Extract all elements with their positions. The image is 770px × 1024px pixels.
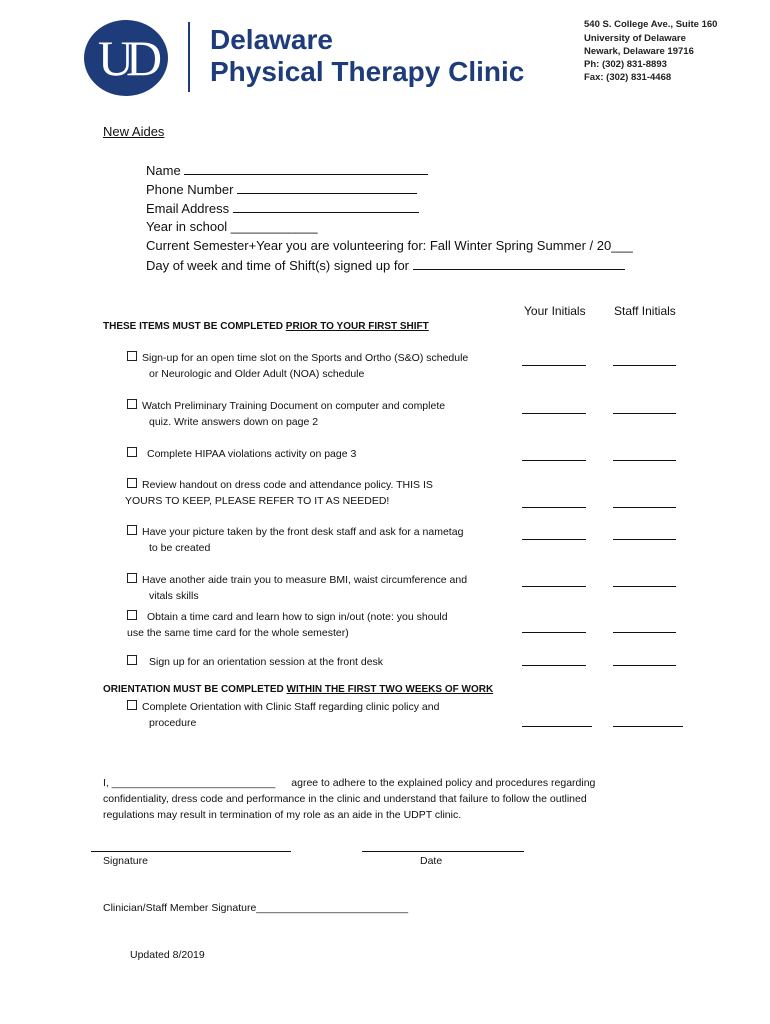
shift-line[interactable]	[413, 257, 625, 270]
checkbox-icon[interactable]	[127, 655, 137, 665]
item-text: or Neurologic and Older Adult (NOA) schedule	[149, 368, 365, 380]
agreement-name-blank[interactable]: I, ____________________________	[103, 777, 276, 789]
item-text: Complete HIPAA violations activity on page 3	[147, 448, 357, 460]
staff-initials-line[interactable]	[613, 632, 676, 633]
email-field[interactable]	[146, 200, 419, 216]
email-line[interactable]	[233, 200, 419, 213]
item-text: Sign-up for an open time slot on the Sports and Ortho (S&O) schedule	[142, 352, 469, 364]
checkbox-icon[interactable]	[127, 573, 137, 583]
ud-logo-letters: UD	[97, 30, 155, 86]
your-initials-line[interactable]	[522, 726, 592, 727]
email-label: Email Address	[146, 201, 230, 216]
item-text: Have your picture taken by the front desk staff and ask for a nametag	[142, 526, 464, 538]
your-initials-line[interactable]	[522, 507, 586, 508]
staff-initials-header: Staff Initials	[614, 304, 676, 318]
item-text: Have another aide train you to measure BMI, waist circumference and	[142, 574, 468, 586]
checkbox-icon[interactable]	[127, 525, 137, 535]
checklist-item	[127, 609, 448, 625]
ud-logo	[84, 20, 168, 96]
item-text: to be created	[149, 542, 211, 554]
item-text: Sign up for an orientation session at the front desk	[149, 656, 384, 668]
staff-initials-line[interactable]	[613, 507, 676, 508]
date-line[interactable]	[362, 851, 524, 852]
item-text: quiz. Write answers down on page 2	[149, 416, 319, 428]
clinic-name-line2: Physical Therapy Clinic	[210, 56, 525, 87]
your-initials-line[interactable]	[522, 586, 586, 587]
checkbox-icon[interactable]	[127, 478, 137, 488]
item-text: Review handout on dress code and attendance policy. THIS IS	[142, 479, 433, 491]
staff-initials-line[interactable]	[613, 413, 676, 414]
checkbox-icon[interactable]	[127, 399, 137, 409]
checklist-item	[127, 350, 468, 382]
agreement-line2: confidentiality, dress code and performance in the clinic and understand that failure to follow the outlined	[103, 793, 587, 805]
checklist-item-continued: YOURS TO KEEP, PLEASE REFER TO IT AS NEEDED!	[125, 495, 390, 507]
address-line: University of Delaware	[584, 33, 686, 44]
semester-field[interactable]: Current Semester+Year you are volunteering for: Fall Winter Spring Summer / 20___	[146, 238, 633, 253]
checklist-item	[127, 524, 463, 556]
name-field[interactable]	[146, 162, 428, 178]
your-initials-line[interactable]	[522, 460, 586, 461]
checklist-item	[127, 477, 433, 493]
section-orientation	[103, 684, 493, 695]
staff-initials-line[interactable]	[613, 586, 676, 587]
item-text: Watch Preliminary Training Document on computer and complete	[142, 400, 446, 412]
checklist-item	[127, 699, 439, 731]
fax-line: Fax: (302) 831-4468	[584, 72, 672, 83]
your-initials-line[interactable]	[522, 413, 586, 414]
address-line: Newark, Delaware 19716	[584, 46, 694, 57]
signature-label: Signature	[103, 855, 148, 867]
checklist-item	[127, 654, 383, 670]
logo-divider	[188, 22, 190, 92]
agreement-line3: regulations may result in termination of my role as an aide in the UDPT clinic.	[103, 809, 462, 821]
item-text: Obtain a time card and learn how to sign in/out (note: you should	[147, 611, 448, 623]
item-text: vitals skills	[149, 590, 199, 602]
your-initials-line[interactable]	[522, 665, 586, 666]
phone-field[interactable]	[146, 181, 417, 197]
phone-label: Phone Number	[146, 182, 234, 197]
agreement-line1	[103, 777, 595, 789]
clinician-signature-field[interactable]: Clinician/Staff Member Signature__________________________	[103, 902, 409, 914]
staff-initials-line[interactable]	[613, 726, 683, 727]
checklist-item-continued: use the same time card for the whole semester)	[127, 627, 349, 639]
updated-date: Updated 8/2019	[130, 949, 205, 961]
phone-line[interactable]	[237, 181, 417, 194]
staff-initials-line[interactable]	[613, 365, 676, 366]
phone-line: Ph: (302) 831-8893	[584, 59, 667, 70]
name-label: Name	[146, 163, 181, 178]
year-field[interactable]: Year in school ____________	[146, 219, 318, 234]
checkbox-icon[interactable]	[127, 447, 137, 457]
section-emphasis: PRIOR TO YOUR FIRST SHIFT	[285, 321, 429, 332]
checkbox-icon[interactable]	[127, 700, 137, 710]
staff-initials-line[interactable]	[613, 460, 676, 461]
your-initials-line[interactable]	[522, 539, 586, 540]
agreement-text: agree to adhere to the explained policy and procedures regarding	[291, 777, 596, 789]
name-line[interactable]	[184, 162, 428, 175]
checkbox-icon[interactable]	[127, 351, 137, 361]
checklist-item	[127, 446, 356, 462]
form-title: New Aides	[103, 124, 165, 139]
checklist-item	[127, 398, 445, 430]
shift-label: Day of week and time of Shift(s) signed up for	[146, 258, 410, 273]
checkbox-icon[interactable]	[127, 610, 137, 620]
your-initials-line[interactable]	[522, 632, 586, 633]
checklist-item	[127, 572, 467, 604]
section-prefix: THESE ITEMS MUST BE COMPLETED	[103, 321, 286, 332]
your-initials-header: Your Initials	[524, 304, 586, 318]
section-emphasis: WITHIN THE FIRST TWO WEEKS OF WORK	[286, 684, 494, 695]
shift-field[interactable]	[146, 257, 625, 273]
staff-initials-line[interactable]	[613, 665, 676, 666]
signature-line[interactable]	[91, 851, 291, 852]
staff-initials-line[interactable]	[613, 539, 676, 540]
address-line: 540 S. College Ave., Suite 160	[584, 19, 718, 30]
your-initials-line[interactable]	[522, 365, 586, 366]
date-label: Date	[420, 855, 443, 867]
item-text: procedure	[149, 717, 197, 729]
clinic-name-line1: Delaware	[210, 24, 333, 55]
section-prior-first-shift	[103, 321, 429, 332]
section-prefix: ORIENTATION MUST BE COMPLETED	[103, 684, 287, 695]
item-text: Complete Orientation with Clinic Staff regarding clinic policy and	[142, 701, 440, 713]
